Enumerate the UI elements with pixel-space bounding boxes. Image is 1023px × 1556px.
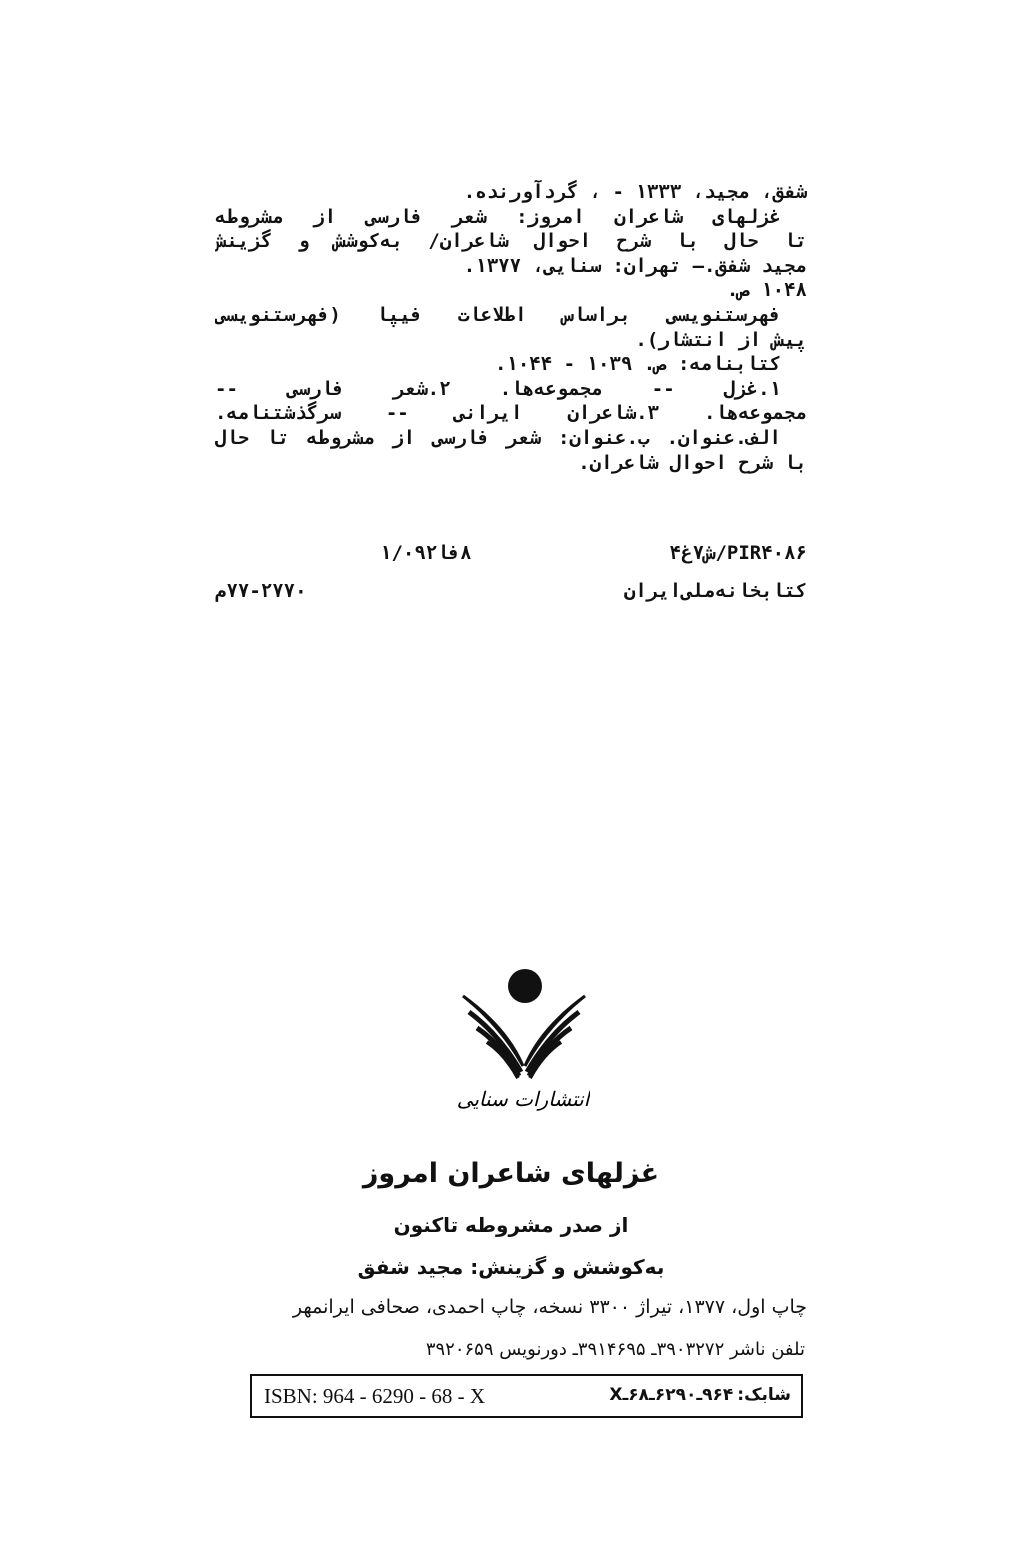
cip-line-titles-1: الف.عنوان. ب.عنوان: شعر فارسی از مشروطه تا حال: [215, 426, 781, 449]
lc-call-number: PIR۴۰۸۶/ش۷غ۴: [669, 542, 807, 564]
publisher-logo: [455, 968, 590, 1113]
cip-line-imprint: مجید شفق.— تهران: سنایی، ۱۳۷۷.: [463, 254, 807, 277]
cip-line-titles-2: با شرح احوال شاعران.: [578, 451, 807, 474]
classification-row: [215, 542, 807, 570]
cip-line-subjects-1: ۱.غزل -- مجموعه‌ها. ۲.شعر فارسی --: [215, 377, 781, 400]
library-row: [215, 580, 807, 608]
print-info: چاپ اول، ۱۳۷۷، تیراژ ۳۳۰۰ نسخه، چاپ احمدی، صحافی ایرانمهر: [292, 1296, 807, 1318]
isbn-latin: ISBN: 964 - 6290 - 68 - X: [264, 1384, 486, 1408]
cip-line-title-2: تا حال با شرح احوال شاعران/ به‌کوشش و گزینش: [215, 230, 807, 253]
cip-record: [215, 180, 807, 475]
library-name: کتابخانه‌ملی‌ایران: [623, 580, 807, 602]
book-title: غزلهای شاعران امروز: [362, 1158, 660, 1189]
sanaei-logo-icon: [455, 968, 590, 1113]
cip-line-pages: ۱۰۴۸ ص.: [726, 279, 807, 302]
isbn-box: [250, 1374, 803, 1418]
cip-line-note-2: پیش از انتشار).: [635, 328, 807, 351]
cip-line-note-1: فهرستنویسی براساس اطلاعات فیپا (فهرستنویسی: [215, 303, 781, 326]
phone-info: تلفن ناشر ۳۹۰۳۲۷۲ـ ۳۹۱۴۶۹۵ـ دورنویس ۳۹۲۰۶۵۹: [425, 1339, 805, 1360]
dewey-number: ۸فا۱/۰۹۲: [380, 542, 472, 564]
cip-line-subjects-2: مجموعه‌ها. ۳.شاعران ایرانی -- سرگذشتنامه.: [215, 402, 807, 425]
editor-line: به‌کوشش و گزینش: مجید شفق: [357, 1255, 665, 1279]
cip-line-author: شفق، مجید، ۱۳۳۳ - ، گردآورنده.: [463, 181, 807, 203]
book-subtitle: از صدر مشروطه تاکنون: [393, 1213, 629, 1237]
record-number: ۷۷-۲۷۷۰م: [215, 580, 307, 602]
isbn-persian: [605, 1385, 791, 1405]
publisher-logo-text: انتشارات سنایی: [456, 1087, 590, 1111]
isbn-fa-label: شابک:: [737, 1385, 791, 1405]
isbn-fa-value: ۹۶۴ـ۶۲۹۰ـ۶۸ـX: [609, 1385, 734, 1405]
cip-line-bibliography: کتابنامه: ص. ۱۰۳۹ - ۱۰۴۴.: [494, 353, 781, 376]
cip-line-title-1: غزلهای شاعران امروز: شعر فارسی از مشروطه: [215, 205, 781, 228]
